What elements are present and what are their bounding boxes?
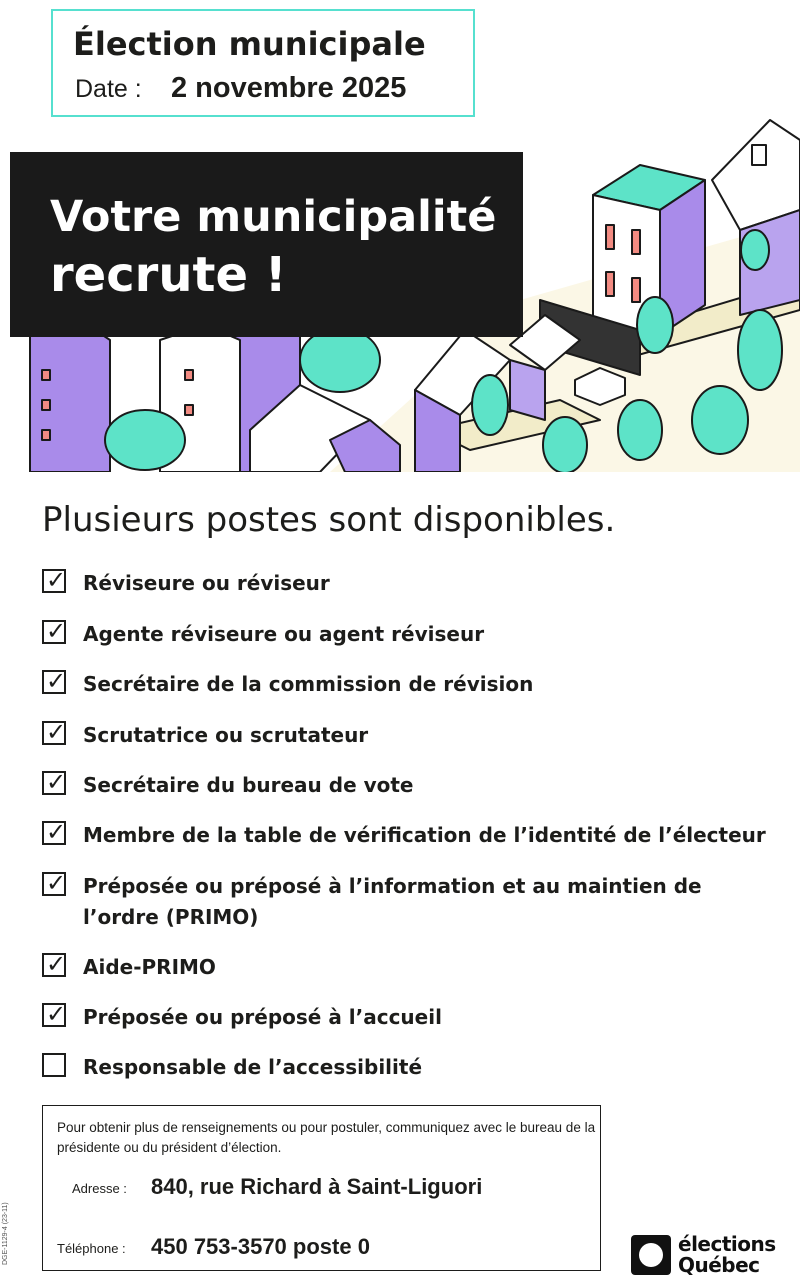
check-icon: ✓ (46, 950, 67, 978)
position-label: Secrétaire de la commission de révision (83, 672, 534, 696)
election-title: Élection municipale (73, 25, 426, 63)
checkbox (42, 718, 67, 746)
position-label: Membre de la table de vérification de l’identité de l’électeur (83, 823, 766, 847)
position-label: Secrétaire du bureau de vote (83, 773, 414, 797)
position-label: Agente réviseure ou agent réviseur (83, 622, 485, 646)
checkbox (42, 768, 67, 796)
elections-quebec-logo-icon (631, 1235, 671, 1275)
recruitment-banner (10, 152, 523, 337)
date-value: 2 novembre 2025 (171, 72, 407, 104)
check-icon: ✓ (46, 718, 67, 746)
checkbox (42, 617, 67, 645)
checkbox (42, 1000, 67, 1028)
banner-headline-line1: Votre municipalité (50, 192, 497, 242)
elections-quebec-logo (631, 1233, 791, 1279)
contact-info-box (42, 1105, 601, 1271)
address-label: Adresse : (72, 1181, 127, 1196)
checkbox (42, 950, 67, 978)
checkbox-empty (42, 1053, 66, 1077)
checkbox (42, 667, 67, 695)
phone-value: 450 753-3570 poste 0 (151, 1234, 370, 1259)
check-icon: ✓ (46, 566, 67, 594)
banner-headline-line2: recrute ! (50, 247, 287, 303)
phone-label: Téléphone : (57, 1241, 126, 1256)
logo-text-line1: élections (678, 1232, 776, 1256)
check-icon: ✓ (46, 818, 67, 846)
checkbox (42, 869, 67, 897)
check-icon: ✓ (46, 667, 67, 695)
logo-text-line2: Québec (678, 1253, 760, 1277)
position-label: Scrutatrice ou scrutateur (83, 723, 369, 747)
position-label: Aide-PRIMO (83, 955, 216, 979)
check-icon: ✓ (46, 1000, 67, 1028)
checkbox (42, 818, 67, 846)
position-label: Préposée ou préposé à l’accueil (83, 1005, 442, 1029)
positions-heading: Plusieurs postes sont disponibles. (42, 500, 616, 540)
checkbox (42, 566, 67, 594)
contact-intro: Pour obtenir plus de renseignements ou pour postuler, communiquez avec le bureau de la présidente ou du président d’élection. (57, 1120, 596, 1155)
position-label: Réviseure ou réviseur (83, 571, 330, 595)
position-label: Préposée ou préposé à l’information et au maintien de l’ordre (PRIMO) (83, 874, 702, 929)
check-icon: ✓ (46, 617, 67, 645)
check-icon: ✓ (46, 768, 67, 796)
date-label: Date : (75, 75, 142, 103)
check-icon: ✓ (46, 869, 67, 897)
document-code: DGE-1129-4 (23-11) (2, 1202, 9, 1265)
position-label: Responsable de l’accessibilité (83, 1055, 423, 1079)
address-value: 840, rue Richard à Saint-Liguori (151, 1174, 483, 1199)
